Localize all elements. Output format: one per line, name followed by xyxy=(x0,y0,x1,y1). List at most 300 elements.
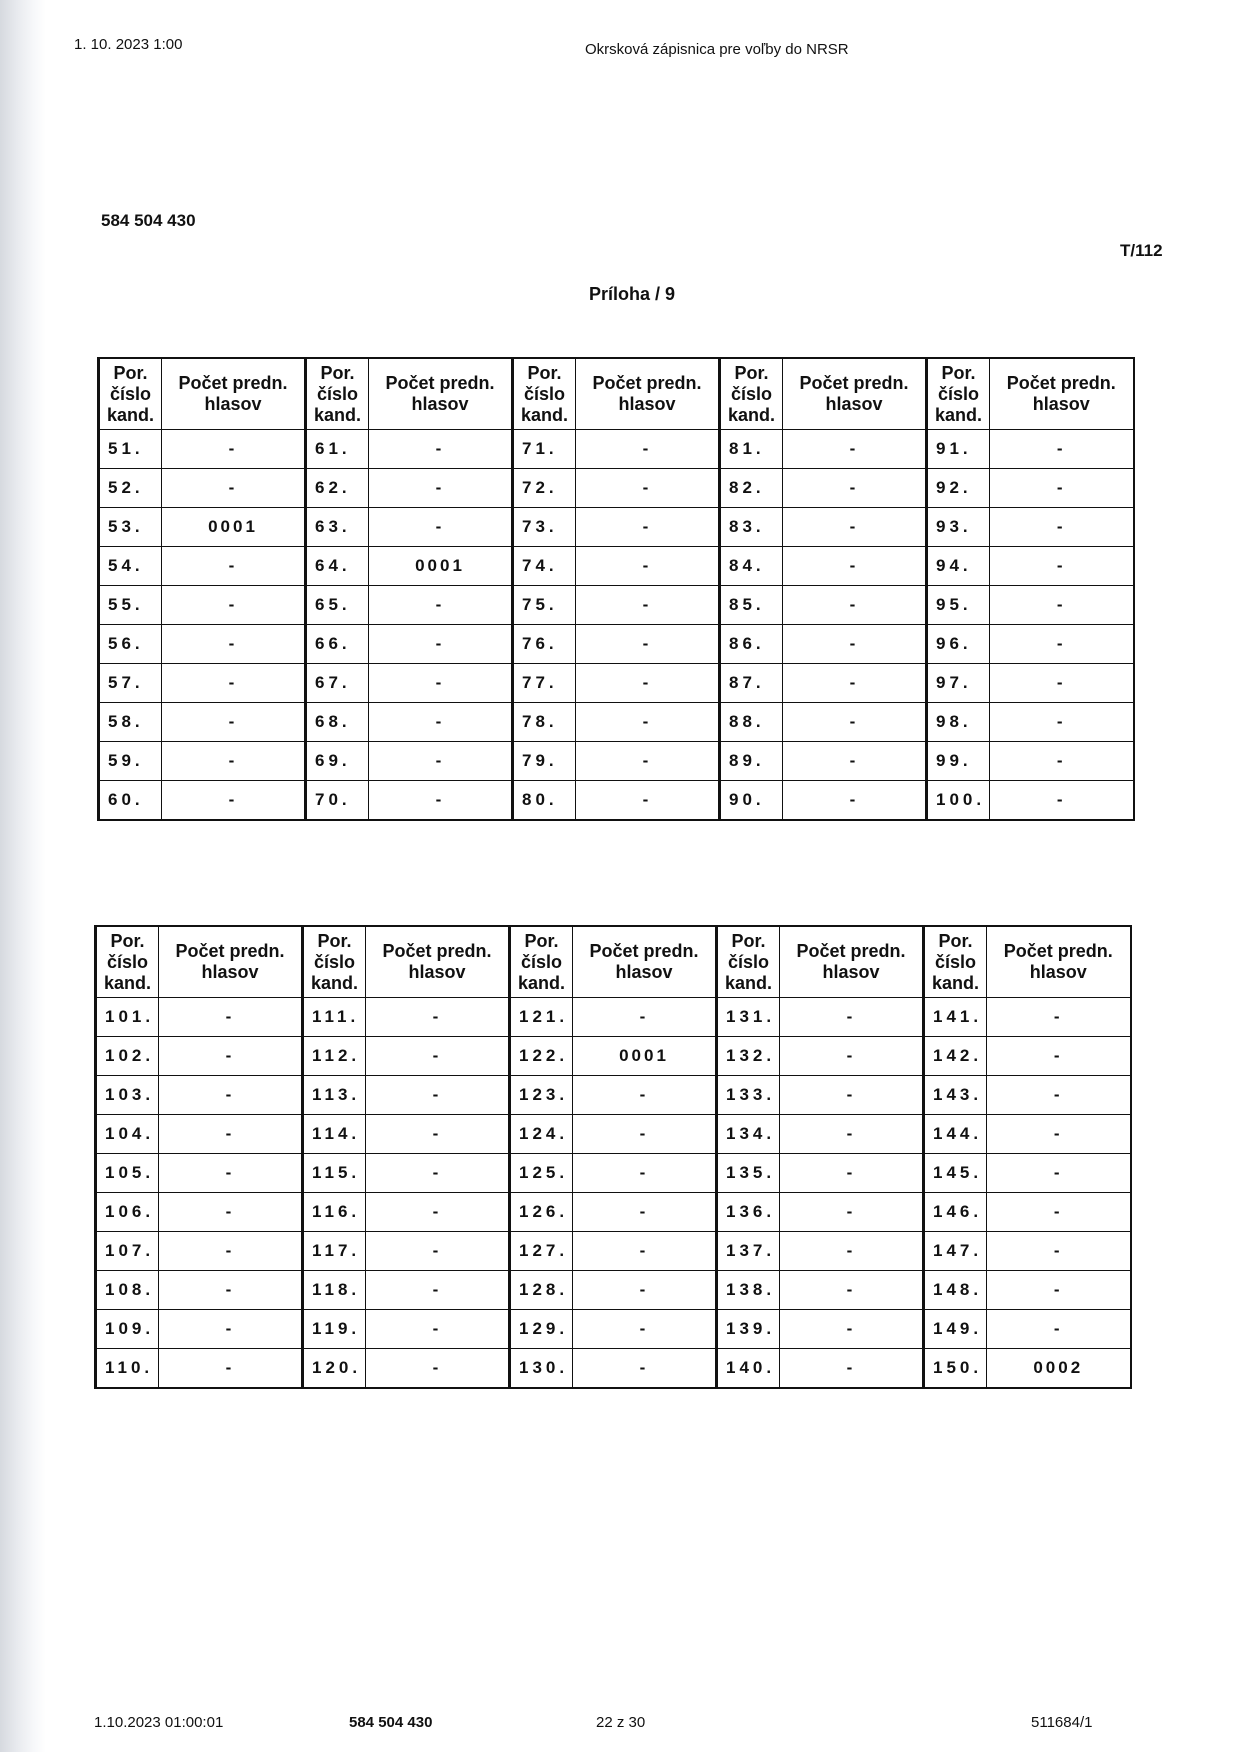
preferential-votes-cell: 0001 xyxy=(369,547,513,586)
preferential-votes-cell: - xyxy=(780,1349,924,1389)
preferential-votes-cell: - xyxy=(369,742,513,781)
header-preferential-votes xyxy=(783,358,927,430)
candidate-number-cell: 74. xyxy=(513,547,576,586)
preferential-votes-cell: - xyxy=(369,781,513,821)
preferential-votes-cell: - xyxy=(162,781,306,821)
candidate-number-cell: 96. xyxy=(927,625,990,664)
candidate-number-cell: 137. xyxy=(717,1232,780,1271)
candidate-number-cell: 59. xyxy=(99,742,162,781)
preferential-votes-cell: 0001 xyxy=(573,1037,717,1076)
preferential-votes-cell: - xyxy=(573,1232,717,1271)
header-line: číslo xyxy=(523,383,566,404)
preferential-votes-cell: - xyxy=(783,664,927,703)
preferential-votes-cell: - xyxy=(369,430,513,469)
form-code: T/112 xyxy=(1120,241,1163,260)
candidate-number-cell: 129. xyxy=(510,1310,573,1349)
candidate-number-cell: 71. xyxy=(513,430,576,469)
candidate-number-cell: 65. xyxy=(306,586,369,625)
preferential-votes-cell: - xyxy=(987,1076,1131,1115)
preferential-votes-cell: - xyxy=(783,625,927,664)
preferential-votes-cell: - xyxy=(576,508,720,547)
header-line: Počet predn. xyxy=(796,941,906,961)
candidate-number-cell: 82. xyxy=(720,469,783,508)
preferential-votes-cell: - xyxy=(573,1115,717,1154)
candidate-number-cell: 99. xyxy=(927,742,990,781)
preferential-votes-cell: - xyxy=(159,1154,303,1193)
candidate-number-cell: 125. xyxy=(510,1154,573,1193)
preferential-votes-cell: - xyxy=(162,703,306,742)
table-row xyxy=(96,1271,1131,1310)
candidate-number-cell: 77. xyxy=(513,664,576,703)
header-candidate-number xyxy=(927,358,990,430)
header-line: kand. xyxy=(106,404,154,425)
preferential-votes-cell: - xyxy=(990,703,1134,742)
preferential-votes-cell: - xyxy=(162,547,306,586)
preferential-votes-cell: - xyxy=(366,998,510,1037)
candidate-number-cell: 108. xyxy=(96,1271,159,1310)
preferential-votes-cell: - xyxy=(987,1115,1131,1154)
candidate-number-cell: 72. xyxy=(513,469,576,508)
candidate-number-cell: 112. xyxy=(303,1037,366,1076)
candidate-number-cell: 51. xyxy=(99,430,162,469)
preferential-votes-cell: - xyxy=(366,1037,510,1076)
candidate-number-cell: 91. xyxy=(927,430,990,469)
preferential-votes-cell: - xyxy=(159,1349,303,1389)
scan-edge-shadow xyxy=(0,0,46,1752)
candidate-number-cell: 53. xyxy=(99,508,162,547)
candidate-number-cell: 90. xyxy=(720,781,783,821)
candidate-number-cell: 52. xyxy=(99,469,162,508)
preferential-votes-cell: - xyxy=(576,469,720,508)
candidate-number-cell: 119. xyxy=(303,1310,366,1349)
header-candidate-number xyxy=(303,926,366,998)
header-line: číslo xyxy=(316,383,359,404)
preferential-votes-cell: - xyxy=(369,586,513,625)
candidate-number-cell: 145. xyxy=(924,1154,987,1193)
preferential-votes-cell: - xyxy=(369,625,513,664)
preferential-votes-cell: - xyxy=(987,1193,1131,1232)
preferential-votes-cell: - xyxy=(783,703,927,742)
candidate-number-cell: 136. xyxy=(717,1193,780,1232)
preferential-votes-cell: - xyxy=(990,508,1134,547)
table-row xyxy=(96,1037,1131,1076)
table-row xyxy=(99,664,1134,703)
preferential-votes-cell: - xyxy=(573,1349,717,1389)
preferential-votes-cell: - xyxy=(576,664,720,703)
preferential-votes-cell: - xyxy=(576,547,720,586)
header-line: hlasov xyxy=(615,962,673,982)
candidate-number-cell: 138. xyxy=(717,1271,780,1310)
preferential-votes-cell: - xyxy=(783,508,927,547)
table-row xyxy=(99,430,1134,469)
preferential-votes-cell: - xyxy=(576,586,720,625)
preferential-votes-cell: - xyxy=(162,664,306,703)
preferential-votes-cell: - xyxy=(780,1037,924,1076)
header-line: kand. xyxy=(517,972,565,993)
table-row xyxy=(96,1154,1131,1193)
preferential-votes-cell: - xyxy=(783,430,927,469)
header-line: kand. xyxy=(724,972,772,993)
header-line: číslo xyxy=(730,383,773,404)
candidate-number-cell: 109. xyxy=(96,1310,159,1349)
candidate-number-cell: 110. xyxy=(96,1349,159,1389)
preferential-votes-cell: - xyxy=(780,1310,924,1349)
candidate-number-cell: 132. xyxy=(717,1037,780,1076)
table-row xyxy=(96,1115,1131,1154)
candidate-number-cell: 121. xyxy=(510,998,573,1037)
candidate-number-cell: 93. xyxy=(927,508,990,547)
header-line: Počet predn. xyxy=(799,373,909,393)
candidate-number-cell: 128. xyxy=(510,1271,573,1310)
candidate-number-cell: 80. xyxy=(513,781,576,821)
preferential-votes-cell: - xyxy=(369,508,513,547)
header-line: Počet predn. xyxy=(1003,941,1113,961)
candidate-number-cell: 57. xyxy=(99,664,162,703)
candidate-number-cell: 78. xyxy=(513,703,576,742)
candidate-number-cell: 58. xyxy=(99,703,162,742)
candidate-number-cell: 115. xyxy=(303,1154,366,1193)
preferential-votes-cell: - xyxy=(573,998,717,1037)
preferential-votes-cell: - xyxy=(369,469,513,508)
preferential-votes-cell: - xyxy=(576,430,720,469)
table-row xyxy=(99,508,1134,547)
candidate-number-cell: 140. xyxy=(717,1349,780,1389)
header-preferential-votes xyxy=(369,358,513,430)
candidate-number-cell: 126. xyxy=(510,1193,573,1232)
candidate-number-cell: 133. xyxy=(717,1076,780,1115)
header-line: hlasov xyxy=(411,394,469,414)
header-line: číslo xyxy=(106,951,149,972)
table-row xyxy=(96,1193,1131,1232)
preferential-votes-cell: - xyxy=(987,998,1131,1037)
candidate-number-cell: 135. xyxy=(717,1154,780,1193)
table-row xyxy=(99,586,1134,625)
preferential-votes-cell: - xyxy=(987,1154,1131,1193)
footer-timestamp: 1.10.2023 01:00:01 xyxy=(94,1714,224,1731)
candidate-number-cell: 68. xyxy=(306,703,369,742)
preferential-votes-cell: - xyxy=(159,1076,303,1115)
candidate-number-cell: 139. xyxy=(717,1310,780,1349)
header-line: hlasov xyxy=(201,962,259,982)
preferential-votes-cell: - xyxy=(990,547,1134,586)
annex-title: Príloha / 9 xyxy=(589,284,676,304)
preferential-votes-cell: - xyxy=(159,1310,303,1349)
candidate-number-cell: 98. xyxy=(927,703,990,742)
candidate-number-cell: 95. xyxy=(927,586,990,625)
candidate-number-cell: 144. xyxy=(924,1115,987,1154)
preferential-votes-cell: - xyxy=(573,1076,717,1115)
header-candidate-number xyxy=(306,358,369,430)
candidate-number-cell: 83. xyxy=(720,508,783,547)
table-row xyxy=(96,1076,1131,1115)
header-line: kand. xyxy=(931,972,979,993)
candidate-number-cell: 122. xyxy=(510,1037,573,1076)
candidate-number-cell: 69. xyxy=(306,742,369,781)
preferential-votes-cell: - xyxy=(369,664,513,703)
preferential-votes-cell: - xyxy=(780,1193,924,1232)
table-row xyxy=(96,1349,1131,1389)
candidate-number-cell: 117. xyxy=(303,1232,366,1271)
header-line: Počet predn. xyxy=(178,373,288,393)
header-line: hlasov xyxy=(204,394,262,414)
preferential-votes-cell: - xyxy=(987,1271,1131,1310)
preferential-votes-cell: - xyxy=(366,1232,510,1271)
preferential-votes-cell: - xyxy=(990,781,1134,821)
table-row xyxy=(99,547,1134,586)
preferential-votes-cell: - xyxy=(783,742,927,781)
header-line: hlasov xyxy=(618,394,676,414)
candidate-number-cell: 92. xyxy=(927,469,990,508)
candidate-number-cell: 60. xyxy=(99,781,162,821)
candidate-number-cell: 62. xyxy=(306,469,369,508)
candidate-number-cell: 101. xyxy=(96,998,159,1037)
candidate-number-cell: 88. xyxy=(720,703,783,742)
header-preferential-votes xyxy=(159,926,303,998)
header-candidate-number xyxy=(717,926,780,998)
table-header-row xyxy=(99,358,1134,430)
preferential-votes-cell: - xyxy=(576,625,720,664)
candidate-number-cell: 107. xyxy=(96,1232,159,1271)
preferential-votes-cell: - xyxy=(159,1193,303,1232)
header-line: Por. xyxy=(731,930,766,951)
preferential-votes-cell: - xyxy=(366,1076,510,1115)
candidate-number-cell: 124. xyxy=(510,1115,573,1154)
header-preferential-votes xyxy=(576,358,720,430)
header-candidate-number xyxy=(99,358,162,430)
header-line: číslo xyxy=(934,951,977,972)
header-line: Počet predn. xyxy=(592,373,702,393)
candidate-number-cell: 79. xyxy=(513,742,576,781)
candidate-number-cell: 63. xyxy=(306,508,369,547)
header-line: hlasov xyxy=(1032,394,1090,414)
candidate-number-cell: 131. xyxy=(717,998,780,1037)
header-line: hlasov xyxy=(822,962,880,982)
candidate-number-cell: 150. xyxy=(924,1349,987,1389)
document-id: 584 504 430 xyxy=(101,211,196,230)
candidate-number-cell: 130. xyxy=(510,1349,573,1389)
table-row xyxy=(99,742,1134,781)
header-line: Por. xyxy=(524,930,559,951)
preferential-votes-cell: - xyxy=(576,703,720,742)
footer-page-number: 22 z 30 xyxy=(596,1714,646,1731)
candidate-number-cell: 148. xyxy=(924,1271,987,1310)
candidate-number-cell: 102. xyxy=(96,1037,159,1076)
header-preferential-votes xyxy=(162,358,306,430)
header-line: Por. xyxy=(527,362,562,383)
candidate-number-cell: 61. xyxy=(306,430,369,469)
candidate-number-cell: 64. xyxy=(306,547,369,586)
candidate-number-cell: 97. xyxy=(927,664,990,703)
preferential-votes-cell: - xyxy=(366,1154,510,1193)
header-candidate-number xyxy=(720,358,783,430)
header-line: Por. xyxy=(110,930,145,951)
candidate-number-cell: 89. xyxy=(720,742,783,781)
header-line: Por. xyxy=(317,930,352,951)
candidate-number-cell: 55. xyxy=(99,586,162,625)
table-row xyxy=(96,998,1131,1037)
preferential-votes-cell: - xyxy=(162,469,306,508)
candidate-number-cell: 118. xyxy=(303,1271,366,1310)
header-title: Okrsková zápisnica pre voľby do NRSR xyxy=(585,41,849,58)
table-row xyxy=(96,1232,1131,1271)
candidate-number-cell: 104. xyxy=(96,1115,159,1154)
candidate-number-cell: 75. xyxy=(513,586,576,625)
candidate-number-cell: 94. xyxy=(927,547,990,586)
preferential-votes-cell: - xyxy=(159,1271,303,1310)
header-line: číslo xyxy=(937,383,980,404)
header-line: Počet predn. xyxy=(385,373,495,393)
header-line: Por. xyxy=(734,362,769,383)
candidate-number-cell: 85. xyxy=(720,586,783,625)
header-line: Počet predn. xyxy=(589,941,699,961)
candidate-number-cell: 127. xyxy=(510,1232,573,1271)
candidate-number-cell: 87. xyxy=(720,664,783,703)
preferential-votes-cell: 0002 xyxy=(987,1349,1131,1389)
candidate-number-cell: 149. xyxy=(924,1310,987,1349)
table-row xyxy=(96,1310,1131,1349)
header-candidate-number xyxy=(513,358,576,430)
candidate-number-cell: 116. xyxy=(303,1193,366,1232)
candidate-number-cell: 134. xyxy=(717,1115,780,1154)
preferential-votes-cell: - xyxy=(573,1271,717,1310)
preferential-votes-cell: - xyxy=(990,469,1134,508)
preferential-votes-cell: - xyxy=(780,1232,924,1271)
candidate-number-cell: 106. xyxy=(96,1193,159,1232)
table-row xyxy=(99,703,1134,742)
header-line: Počet predn. xyxy=(175,941,285,961)
preferential-votes-cell: - xyxy=(990,742,1134,781)
preferential-votes-cell: - xyxy=(783,586,927,625)
preferential-votes-cell: - xyxy=(780,1076,924,1115)
header-preferential-votes xyxy=(987,926,1131,998)
preferential-votes-cell: - xyxy=(573,1154,717,1193)
header-line: kand. xyxy=(103,972,151,993)
preferential-votes-cell: - xyxy=(369,703,513,742)
candidate-number-cell: 114. xyxy=(303,1115,366,1154)
preferential-votes-cell: - xyxy=(780,1154,924,1193)
candidate-number-cell: 70. xyxy=(306,781,369,821)
votes-table-51-100 xyxy=(97,357,1135,821)
table-row xyxy=(99,625,1134,664)
table-row xyxy=(99,781,1134,821)
candidate-number-cell: 111. xyxy=(303,998,366,1037)
candidate-number-cell: 143. xyxy=(924,1076,987,1115)
header-date: 1. 10. 2023 1:00 xyxy=(74,36,183,53)
header-candidate-number xyxy=(96,926,159,998)
header-line: kand. xyxy=(727,404,775,425)
header-line: Por. xyxy=(113,362,148,383)
preferential-votes-cell: - xyxy=(159,1037,303,1076)
preferential-votes-cell: - xyxy=(783,469,927,508)
header-line: hlasov xyxy=(1029,962,1087,982)
preferential-votes-cell: - xyxy=(780,1271,924,1310)
header-line: Por. xyxy=(941,362,976,383)
header-line: Počet predn. xyxy=(1006,373,1116,393)
header-line: Por. xyxy=(938,930,973,951)
table-row xyxy=(99,469,1134,508)
candidate-number-cell: 67. xyxy=(306,664,369,703)
preferential-votes-cell: - xyxy=(990,430,1134,469)
preferential-votes-cell: - xyxy=(159,1115,303,1154)
header-preferential-votes xyxy=(366,926,510,998)
preferential-votes-cell: - xyxy=(162,742,306,781)
header-line: Počet predn. xyxy=(382,941,492,961)
header-line: hlasov xyxy=(408,962,466,982)
footer-code: 511684/1 xyxy=(1031,1714,1093,1731)
preferential-votes-cell: - xyxy=(990,586,1134,625)
header-preferential-votes xyxy=(573,926,717,998)
preferential-votes-cell: - xyxy=(990,664,1134,703)
preferential-votes-cell: - xyxy=(159,998,303,1037)
preferential-votes-cell: - xyxy=(780,998,924,1037)
header-line: kand. xyxy=(310,972,358,993)
header-line: číslo xyxy=(520,951,563,972)
preferential-votes-cell: - xyxy=(573,1193,717,1232)
preferential-votes-cell: - xyxy=(573,1310,717,1349)
candidate-number-cell: 84. xyxy=(720,547,783,586)
header-line: číslo xyxy=(313,951,356,972)
preferential-votes-cell: - xyxy=(990,625,1134,664)
candidate-number-cell: 113. xyxy=(303,1076,366,1115)
candidate-number-cell: 105. xyxy=(96,1154,159,1193)
candidate-number-cell: 141. xyxy=(924,998,987,1037)
candidate-number-cell: 120. xyxy=(303,1349,366,1389)
candidate-number-cell: 100. xyxy=(927,781,990,821)
header-line: Por. xyxy=(320,362,355,383)
preferential-votes-cell: - xyxy=(366,1310,510,1349)
header-preferential-votes xyxy=(990,358,1134,430)
candidate-number-cell: 147. xyxy=(924,1232,987,1271)
preferential-votes-cell: - xyxy=(987,1310,1131,1349)
header-line: číslo xyxy=(727,951,770,972)
candidate-number-cell: 123. xyxy=(510,1076,573,1115)
header-line: kand. xyxy=(520,404,568,425)
preferential-votes-cell: - xyxy=(366,1349,510,1389)
preferential-votes-cell: - xyxy=(162,625,306,664)
candidate-number-cell: 66. xyxy=(306,625,369,664)
preferential-votes-cell: - xyxy=(366,1271,510,1310)
table-header-row xyxy=(96,926,1131,998)
preferential-votes-cell: - xyxy=(366,1193,510,1232)
header-line: kand. xyxy=(313,404,361,425)
footer-document-id: 584 504 430 xyxy=(349,1714,433,1731)
candidate-number-cell: 103. xyxy=(96,1076,159,1115)
candidate-number-cell: 56. xyxy=(99,625,162,664)
preferential-votes-cell: 0001 xyxy=(162,508,306,547)
header-candidate-number xyxy=(510,926,573,998)
header-line: číslo xyxy=(109,383,152,404)
preferential-votes-cell: - xyxy=(783,781,927,821)
candidate-number-cell: 142. xyxy=(924,1037,987,1076)
candidate-number-cell: 76. xyxy=(513,625,576,664)
candidate-number-cell: 54. xyxy=(99,547,162,586)
candidate-number-cell: 86. xyxy=(720,625,783,664)
preferential-votes-cell: - xyxy=(576,781,720,821)
header-preferential-votes xyxy=(780,926,924,998)
candidate-number-cell: 81. xyxy=(720,430,783,469)
preferential-votes-cell: - xyxy=(162,586,306,625)
preferential-votes-cell: - xyxy=(162,430,306,469)
header-line: hlasov xyxy=(825,394,883,414)
preferential-votes-cell: - xyxy=(159,1232,303,1271)
preferential-votes-cell: - xyxy=(987,1037,1131,1076)
preferential-votes-cell: - xyxy=(783,547,927,586)
candidate-number-cell: 146. xyxy=(924,1193,987,1232)
header-candidate-number xyxy=(924,926,987,998)
preferential-votes-cell: - xyxy=(987,1232,1131,1271)
preferential-votes-cell: - xyxy=(576,742,720,781)
candidate-number-cell: 73. xyxy=(513,508,576,547)
